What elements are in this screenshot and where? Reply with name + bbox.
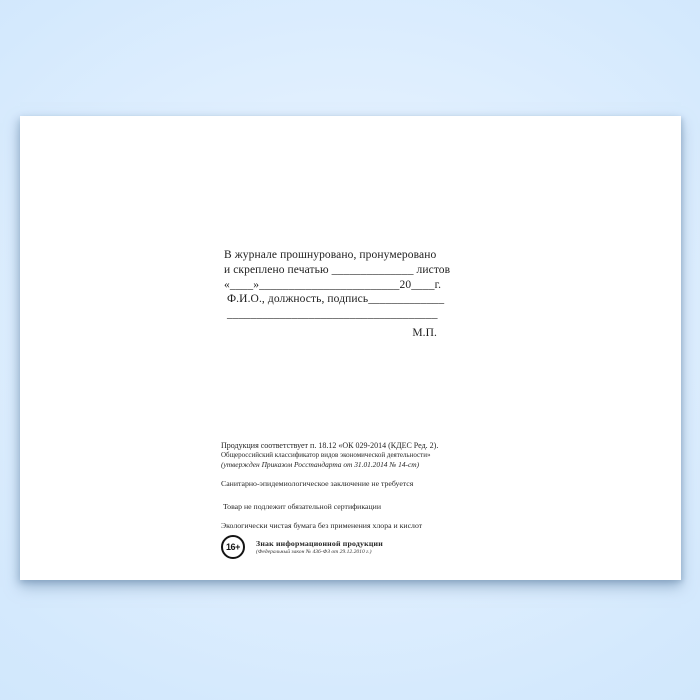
age-rating-row [221,535,481,559]
info-sign-column [256,539,383,555]
certification-note: Товар не подлежит обязательной сертификации [223,502,381,512]
binding-statement-line: В журнале прошнуровано, пронумеровано [224,249,437,261]
classification-note-line: Общероссийский классификатор видов экономической деятельности» [221,450,431,459]
binding-statement-line: Ф.И.О., должность, подпись_____________ [227,293,445,306]
sanitary-note: Санитарно-эпидемиологическое заключение не требуется [221,479,414,489]
binding-statement-block [224,248,451,341]
binding-statement-line: и скреплено печатью ______________ листов [224,263,451,276]
product-notes-block [221,441,481,559]
stamp-placeholder: М.П. [412,326,437,339]
age-16-badge-icon: 16+ [221,535,245,559]
document-page [20,116,681,580]
signature-blank-line: ____________________________________ [227,308,438,321]
classification-note-line: (утвержден Приказом Росстандарта от 31.01.2014 № 14-ст) [221,460,420,469]
binding-statement-line: «____»________________________20____г. [224,278,442,291]
info-sign-title: Знак информационной продукции [256,539,383,549]
classification-note-line: Продукция соответствует п. 18.12 «ОК 029-2014 (КДЕС Ред. 2). [221,441,439,450]
info-sign-law: (Федеральный закон № 436-ФЗ от 29.12.2010 г.) [256,549,372,556]
eco-paper-note: Экологически чистая бумага без применения хлора и кислот [221,521,423,531]
